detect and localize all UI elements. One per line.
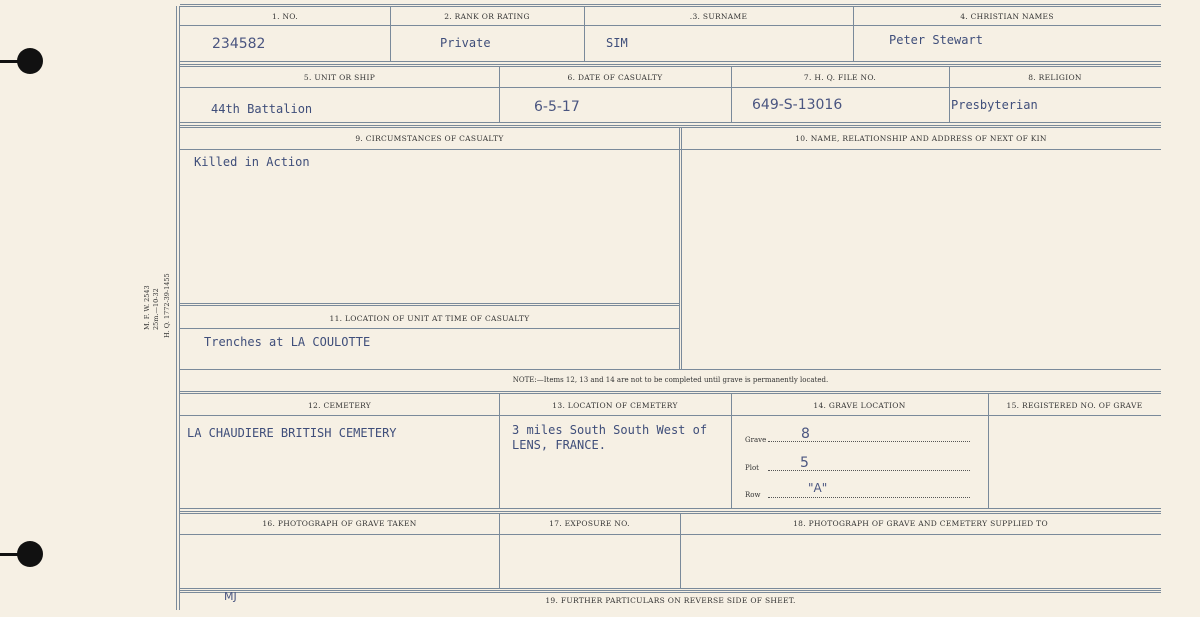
row2-header-line — [180, 87, 1161, 88]
header-location-unit: 11. LOCATION OF UNIT AT TIME OF CASUALTY — [329, 314, 530, 323]
row1-bottom — [180, 61, 1161, 62]
row2-top — [180, 64, 1161, 67]
value-cemetery: LA CHAUDIERE BRITISH CEMETERY — [187, 426, 397, 440]
value-surname: SIM — [606, 36, 628, 50]
row4-div-3 — [988, 393, 989, 509]
header-hq: 7. H. Q. FILE NO. — [803, 73, 877, 82]
row4-div-2 — [731, 393, 732, 509]
row4-div-1 — [499, 393, 500, 509]
grave-dots — [768, 441, 970, 442]
value-date: 6-5-17 — [534, 99, 580, 115]
header-rank: 2. RANK OR RATING — [444, 12, 530, 21]
value-rank: Private — [440, 36, 491, 50]
header-grave-location: 14. GRAVE LOCATION — [813, 401, 906, 410]
frame-left-1 — [176, 6, 177, 610]
footer-further: 19. FURTHER PARTICULARS ON REVERSE SIDE OF SHEET. — [545, 596, 796, 605]
header-next-of-kin: 10. NAME, RELATIONSHIP AND ADDRESS OF NEXT OF KIN — [795, 134, 1047, 143]
print-code-3: H. Q. 1772-39-1455 — [163, 273, 171, 338]
row4-header-line — [180, 415, 1161, 416]
footer-line — [180, 590, 1161, 593]
row1-top — [180, 4, 1161, 7]
header-surname: .3. SURNAME — [689, 12, 748, 21]
print-code-1: M. F. W. 2543 — [143, 285, 151, 330]
value-grave: 8 — [801, 426, 810, 442]
row4-bottom — [180, 508, 1161, 509]
header-registered: 15. REGISTERED NO. OF GRAVE — [1006, 401, 1143, 410]
value-location-unit: Trenches at LA COULOTTE — [204, 335, 371, 349]
binder-hole-top — [17, 48, 43, 74]
row1-header-line — [180, 25, 1161, 26]
value-unit: 44th Battalion — [211, 102, 313, 116]
row3-div-2 — [681, 127, 682, 369]
row5-top — [180, 511, 1161, 514]
header-christian: 4. CHRISTIAN NAMES — [960, 12, 1054, 21]
value-initials: MJ — [224, 590, 237, 603]
row5-header-line — [180, 534, 1161, 535]
loc-header-line — [180, 328, 679, 329]
row-dots — [768, 497, 970, 498]
row-label: Row — [745, 491, 761, 499]
header-date: 6. DATE OF CASUALTY — [567, 73, 663, 82]
plot-dots — [768, 470, 970, 471]
value-plot: 5 — [800, 455, 809, 471]
header-circumstances: 9. CIRCUMSTANCES OF CASUALTY — [355, 134, 504, 143]
value-location-cemetery-2: LENS, FRANCE. — [512, 438, 606, 452]
note-text: NOTE:—Items 12, 13 and 14 are not to be completed until grave is permanently located. — [512, 376, 829, 384]
value-location-cemetery-1: 3 miles South South West of — [512, 423, 708, 437]
header-exposure: 17. EXPOSURE NO. — [549, 519, 630, 528]
header-no: 1. NO. — [272, 12, 298, 21]
row3-top — [180, 125, 1161, 128]
row3-bottom — [180, 369, 1161, 370]
binder-hole-bottom — [17, 541, 43, 567]
value-hq: 649-S-13016 — [752, 97, 843, 113]
row5-bottom — [180, 588, 1161, 589]
print-code-2: 25m.—10-32 — [152, 288, 160, 330]
plot-label: Plot — [745, 464, 759, 472]
row3-div — [679, 127, 680, 369]
header-religion: 8. RELIGION — [1028, 73, 1082, 82]
header-photo-supplied: 18. PHOTOGRAPH OF GRAVE AND CEMETERY SUPPLIED TO — [793, 519, 1048, 528]
header-location-cemetery: 13. LOCATION OF CEMETERY — [552, 401, 678, 410]
loc-top — [180, 303, 679, 306]
value-no: 234582 — [212, 36, 266, 52]
row3-header-line — [180, 149, 1161, 150]
header-cemetery: 12. CEMETERY — [307, 401, 372, 410]
value-row: "A" — [808, 481, 828, 495]
grave-label: Grave — [745, 436, 767, 444]
header-unit: 5. UNIT OR SHIP — [303, 73, 376, 82]
header-photo-taken: 16. PHOTOGRAPH OF GRAVE TAKEN — [262, 519, 417, 528]
row4-top — [180, 391, 1161, 394]
row2-bottom — [180, 122, 1161, 123]
value-christian: Peter Stewart — [889, 33, 983, 47]
value-religion: Presbyterian — [951, 98, 1038, 112]
value-circumstances: Killed in Action — [194, 155, 310, 169]
